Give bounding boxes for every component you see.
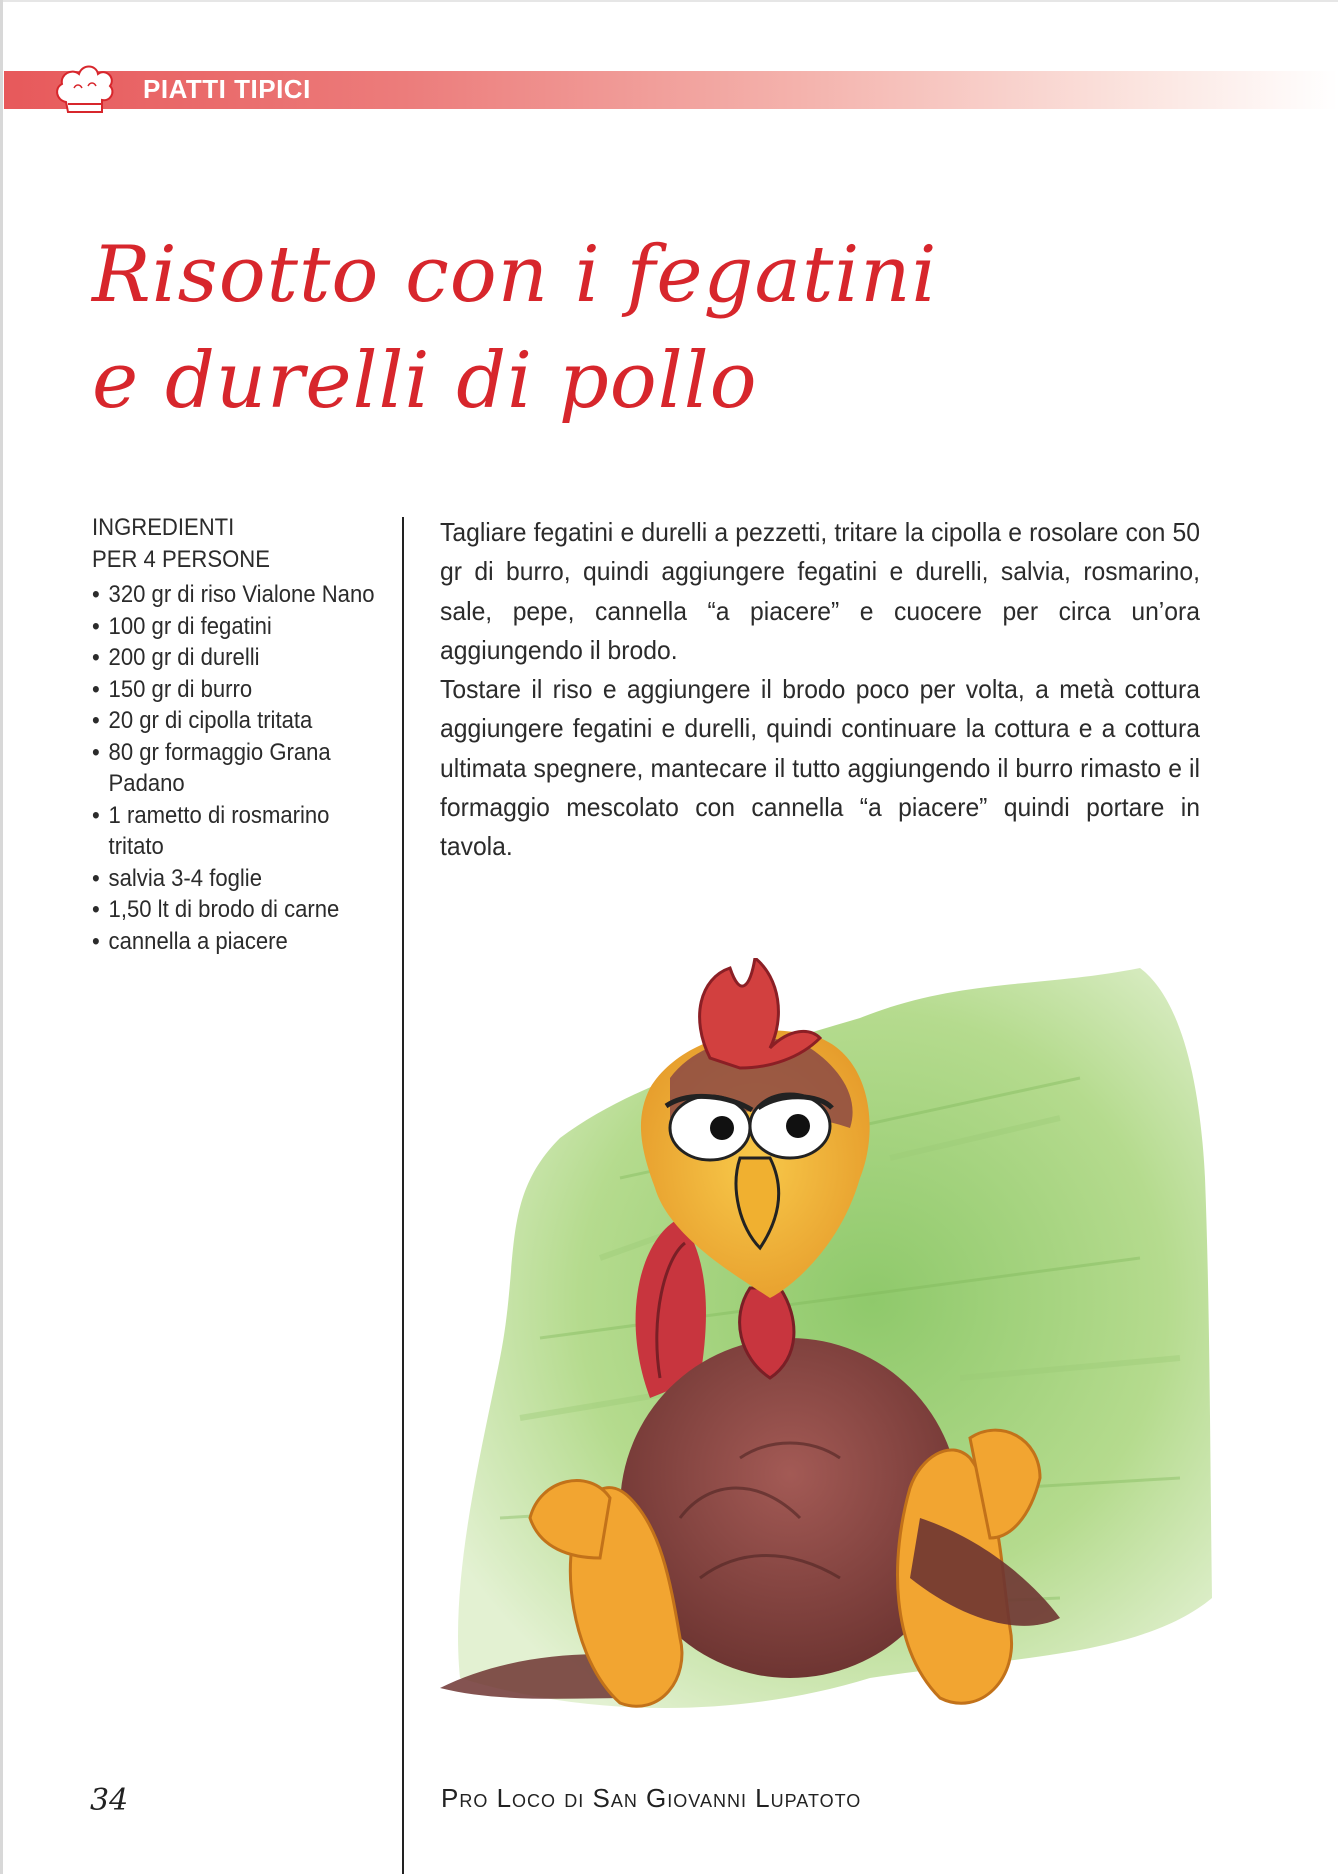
page-top-edge	[0, 0, 1338, 2]
recipe-title	[92, 222, 1242, 434]
list-item: • 320 gr di riso Vialone Nano	[92, 579, 377, 611]
servings-heading: PER 4 PERSONE	[92, 545, 270, 573]
publisher-footer: Pro Loco di San Giovanni Lupatoto	[441, 1783, 862, 1813]
procedure-paragraph-1: Tagliare fegatini e durelli a pezzetti, tritare la cipolla e rosolare con 50 gr di burro, quindi aggiungere fegatini e durelli, salvia, rosmarino, sale, pepe, cannella “a piacere” e cuocere per circa un’ora aggiungendo il brodo.	[440, 517, 1200, 665]
list-item: • 20 gr di cipolla tritata	[92, 705, 377, 737]
page-number: 34	[90, 1783, 129, 1818]
list-item: • 80 gr formaggio Grana Padano	[92, 737, 377, 800]
column-divider	[402, 517, 404, 1874]
recipe-title-line-1: Risotto con i fegatini	[92, 230, 938, 320]
list-item: • 100 gr di fegatini	[92, 611, 377, 643]
list-item: • 200 gr di durelli	[92, 642, 377, 674]
ingredients-items	[92, 579, 377, 957]
chef-hat-icon	[52, 58, 118, 118]
section-label: PIATTI TIPICI	[143, 74, 311, 104]
list-item: • salvia 3-4 foglie	[92, 863, 377, 895]
rooster-illustration-icon	[440, 958, 1220, 1740]
recipe-title-line-2: e durelli di pollo	[92, 336, 758, 426]
list-item: • 1,50 lt di brodo di carne	[92, 894, 377, 926]
page-left-edge	[0, 0, 3, 1874]
list-item: • 1 rametto di rosmarino tritato	[92, 800, 377, 863]
list-item: • 150 gr di burro	[92, 674, 377, 706]
ingredients-list	[92, 512, 377, 957]
procedure-paragraph-2: Tostare il riso e aggiungere il brodo poco per volta, a metà cottura aggiungere fegatini e durelli, quindi continuare la cottura e a cottura ultimata spegnere, mantecare il tutto aggiungendo il burro rimasto e il formaggio mescolato con cannella “a piacere” quindi portare in tavola.	[440, 674, 1200, 862]
list-item: • cannella a piacere	[92, 926, 377, 958]
ingredients-heading: INGREDIENTI	[92, 514, 235, 541]
recipe-procedure	[440, 513, 1200, 867]
